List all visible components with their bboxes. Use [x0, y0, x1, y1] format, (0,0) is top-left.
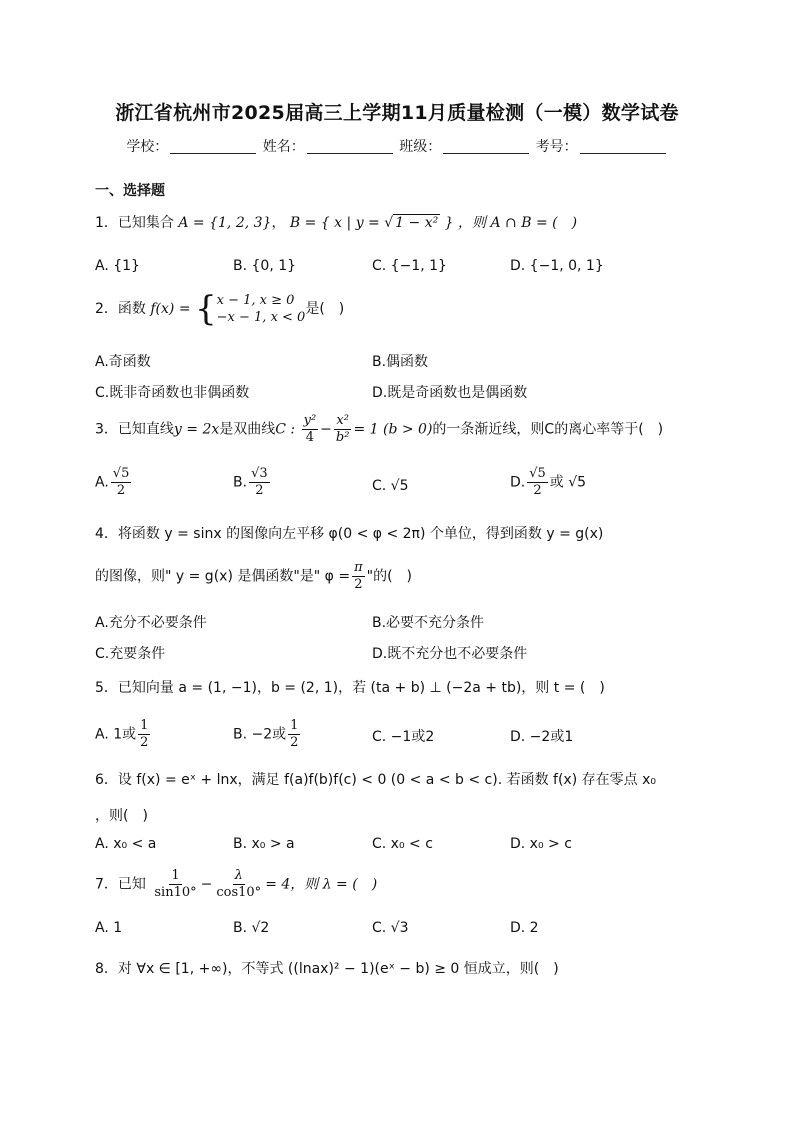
q3-option-c[interactable]: C. √5: [372, 478, 409, 494]
q3-minus: −: [320, 421, 332, 438]
q1-set-b-post: }: [440, 215, 454, 231]
q3-option-a-frac: [111, 466, 132, 499]
q1-set-b-pre: B = { x | y =: [289, 215, 385, 231]
q3-frac1-num: y²: [303, 413, 317, 428]
class-label: 班级：: [399, 139, 442, 155]
q1-stem: 已知集合: [117, 215, 174, 231]
section-heading: 一、选择题: [95, 183, 165, 199]
q7-stem: 已知: [117, 876, 146, 893]
q2-number: 2．: [95, 301, 118, 317]
q3-option-d-post: 或 √5: [549, 474, 587, 491]
q3-option-b-label: B.: [233, 474, 248, 491]
q3-curve-label: C :: [275, 421, 296, 438]
q7-fraction-2: [214, 868, 263, 901]
q7-ask: = 4，则 λ = ( ): [265, 876, 378, 893]
q5-option-b-num: 1: [290, 718, 299, 733]
q2-ask: 是( ): [305, 301, 345, 317]
q3-frac1-den: 4: [305, 430, 315, 445]
q5-option-d[interactable]: D. −2或1: [510, 729, 574, 745]
question-7: [95, 868, 377, 901]
q7-option-c[interactable]: C. √3: [372, 920, 409, 936]
q6-option-d[interactable]: D. x₀ > c: [510, 836, 572, 852]
q5-option-b-frac: [288, 718, 300, 751]
q7-number: 7．: [95, 876, 118, 893]
question-4: [95, 523, 603, 543]
q4-option-d[interactable]: D.既不充分也不必要条件: [372, 646, 528, 662]
name-label: 姓名：: [262, 139, 305, 155]
sqrt-sign: √ 1 − x²: [384, 215, 439, 231]
exam-no-blank: [580, 153, 666, 154]
q7-option-a[interactable]: A. 1: [95, 920, 123, 936]
q1-option-c[interactable]: C. {−1, 1}: [372, 258, 447, 274]
q3-option-a-label: A.: [95, 474, 109, 491]
question-3: [95, 413, 663, 446]
question-8: [95, 958, 559, 978]
q6-option-a[interactable]: A. x₀ < a: [95, 836, 157, 852]
q5-option-a-frac: [138, 718, 150, 751]
q2-option-b[interactable]: B.偶函数: [372, 354, 429, 370]
question-5: [95, 677, 605, 697]
q3-option-b-frac: [249, 466, 270, 499]
q6-option-b[interactable]: B. x₀ > a: [233, 836, 295, 852]
q8-stem: 对 ∀x ∈ [1, +∞)，不等式 ((lnax)² − 1)(eˣ − b) ≥ 0 恒成立，则( ): [117, 961, 559, 977]
q3-option-a-den: 2: [116, 483, 126, 498]
q2-case-1: x − 1, x ≥ 0: [216, 293, 295, 308]
q4-option-c[interactable]: C.充要条件: [95, 646, 166, 662]
q3-ask: 的一条渐近线，则C的离心率等于( ): [432, 421, 664, 438]
question-1: [95, 212, 577, 232]
school-blank: [170, 153, 256, 154]
q2-option-a[interactable]: A.奇函数: [95, 354, 151, 370]
q6-line-1: 设 f(x) = eˣ + lnx，满足 f(a)f(b)f(c) < 0 (0 < a < b < c). 若函数 f(x) 存在零点 x₀: [117, 772, 656, 788]
q5-stem: 已知向量 a = (1, −1)，b = (2, 1)，若 (ta + b) ⊥ (−2a + tb)，则 t = ( ): [117, 680, 605, 696]
q3-fraction-2: [334, 413, 352, 446]
q7-fraction-1: [152, 868, 198, 901]
name-blank: [307, 153, 393, 154]
q3-option-d[interactable]: [510, 466, 586, 499]
q3-option-a[interactable]: [95, 466, 133, 499]
q3-fraction-1: [302, 413, 319, 446]
q7-minus: −: [200, 876, 213, 893]
q7-frac1-den: sin10°: [154, 885, 197, 900]
q5-option-c[interactable]: C. −1或2: [372, 729, 435, 745]
q4-frac-num: π: [354, 560, 363, 575]
q1-set-b-radicand: 1 − x²: [395, 215, 439, 231]
q4-option-b[interactable]: B.必要不充分条件: [372, 615, 485, 631]
q2-option-c[interactable]: C.既非奇函数也非偶函数: [95, 385, 250, 401]
q5-option-a-den: 2: [140, 735, 149, 750]
q1-set-a: A = {1, 2, 3}: [178, 215, 272, 231]
question-6: [95, 769, 656, 789]
q3-stem: 已知直线: [117, 421, 174, 438]
q3-option-d-num: √5: [529, 466, 546, 481]
q3-line-eq: y = 2x: [173, 421, 220, 438]
q8-number: 8．: [95, 961, 118, 977]
q3-frac2-num: x²: [336, 413, 349, 428]
q5-option-a-text: A. 1或: [95, 726, 137, 743]
q6-number: 6．: [95, 772, 118, 788]
q5-option-a-num: 1: [140, 718, 149, 733]
exam-title: 浙江省杭州市2025届高三上学期11月质量检测（一模）数学试卷: [115, 102, 679, 124]
q7-option-d[interactable]: D. 2: [510, 920, 539, 936]
school-label: 学校：: [126, 139, 169, 155]
question-4-cont: [95, 560, 412, 593]
q7-frac2-den: cos10°: [216, 885, 262, 900]
q3-option-d-den: 2: [533, 483, 542, 498]
question-6-cont: ，则( ): [95, 808, 148, 824]
q5-option-b-den: 2: [290, 735, 299, 750]
q4-line-1: 将函数 y = sinx 的图像向左平移 φ(0 < φ < 2π) 个单位，得到函数 y = g(x): [117, 526, 604, 542]
q4-number: 4．: [95, 526, 118, 542]
q4-option-a[interactable]: A.充分不必要条件: [95, 615, 207, 631]
q7-frac1-num: 1: [171, 868, 180, 883]
q2-cases: [217, 292, 306, 326]
q1-option-b[interactable]: B. {0, 1}: [233, 258, 297, 274]
q3-frac2-den: b²: [335, 430, 350, 445]
q1-number: 1．: [95, 215, 118, 231]
q4-line-2-pre: 的图像，则" y = g(x) 是偶函数"是" φ =: [95, 568, 351, 585]
q5-option-b[interactable]: [233, 718, 302, 751]
q2-option-d[interactable]: D.既是奇函数也是偶函数: [372, 385, 528, 401]
exam-no-label: 考号：: [535, 139, 578, 155]
q3-stem-mid: 是双曲线: [219, 421, 276, 438]
q7-frac2-num: λ: [234, 868, 243, 883]
question-2: [95, 289, 345, 329]
q1-option-a[interactable]: A. {1}: [95, 258, 140, 274]
q2-function: f(x) =: [150, 301, 196, 317]
q1-set-b: [290, 214, 454, 231]
q4-fraction: [352, 560, 365, 593]
q5-number: 5．: [95, 680, 118, 696]
q1-ask: ，则 A ∩ B = ( ): [458, 215, 578, 231]
q3-option-a-num: √5: [112, 466, 130, 481]
q3-option-b-den: 2: [255, 483, 264, 498]
q3-option-d-label: D.: [510, 474, 526, 491]
q7-option-b[interactable]: B. √2: [233, 920, 270, 936]
q4-line-2-post: "的( ): [366, 568, 413, 585]
q6-option-c[interactable]: C. x₀ < c: [372, 836, 433, 852]
q1-separator: ，: [271, 215, 286, 231]
student-info-line: [0, 136, 794, 156]
q2-stem: 函数: [117, 301, 146, 317]
q3-number: 3．: [95, 421, 118, 438]
piecewise-brace: {: [195, 289, 217, 329]
q3-option-b-num: √3: [251, 466, 268, 481]
q5-option-b-text: B. −2或: [233, 726, 287, 743]
class-blank: [443, 153, 529, 154]
q5-option-a[interactable]: [95, 718, 152, 751]
q4-frac-den: 2: [354, 577, 363, 592]
q3-equation-rhs: = 1 (b > 0): [353, 421, 433, 438]
q1-option-d[interactable]: D. {−1, 0, 1}: [510, 258, 604, 274]
q2-case-2: −x − 1, x < 0: [216, 310, 306, 325]
q3-option-d-frac: [527, 466, 548, 499]
q3-option-b[interactable]: [233, 466, 272, 499]
